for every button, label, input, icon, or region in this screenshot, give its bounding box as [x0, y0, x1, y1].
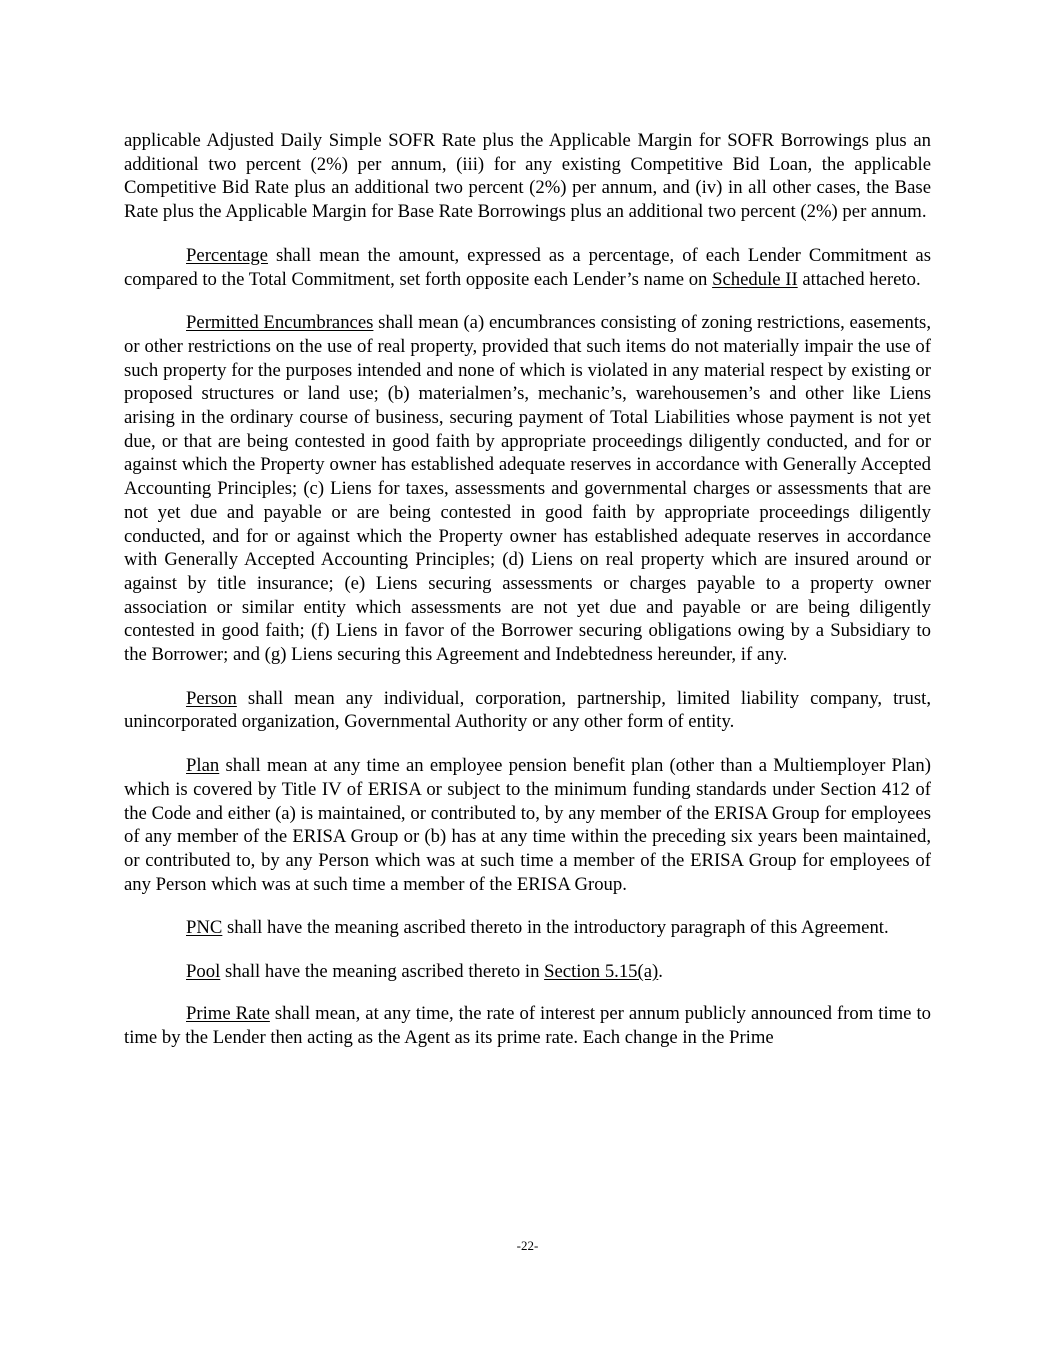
definition-text: shall have the meaning ascribed thereto in the introductory paragraph of this Agreement.: [222, 917, 889, 939]
definition-text: attached hereto.: [797, 268, 921, 290]
definition-text: shall mean the amount, expressed as a percentage, of each Lender Commitment as compared to the Total Commitment, set forth opposite each Lender’s name on: [124, 244, 931, 290]
definition-text: shall have the meaning ascribed thereto in: [220, 961, 545, 983]
definition-person: [124, 687, 931, 734]
defined-term: Plan: [186, 755, 220, 777]
definition-text: shall mean, at any time, the rate of interest per annum publicly announced from time to time by the Lender then acting as the Agent as its prime rate. Each change in the Prime: [124, 1002, 932, 1048]
definition-text: shall mean any individual, corporation, partnership, limited liability company, trust, unincorporated organization, Governmental Authority or any other form of entity.: [124, 687, 931, 733]
definition-prime-rate: [124, 1002, 931, 1049]
definition-permitted-encumbrances: [124, 311, 931, 667]
page-number: -22-: [516, 1238, 539, 1253]
defined-term: Person: [186, 687, 237, 709]
defined-term: PNC: [186, 917, 223, 939]
paragraph-continuation: [124, 129, 931, 224]
definition-pool: [124, 960, 931, 984]
defined-term: Pool: [186, 961, 221, 983]
defined-term: Prime Rate: [186, 1002, 270, 1024]
defined-term: Permitted Encumbrances: [186, 312, 374, 334]
definition-percentage: [124, 244, 931, 291]
document-body: [124, 129, 931, 1069]
definition-text: shall mean (a) encumbrances consisting of zoning restrictions, easements, or other restrictions on the use of real property, provided that such items do not materially impair the use of such property for the purposes intended and none of which is violated in any material respect by existing or proposed structures or land use; (b) materialmen’s, mechanic’s, warehousemen’s and other like Liens arising in the ordinary course of business, securing payment of Total Liabilities whose payment is not yet due, or that are being contested in good faith by appropriate proceedings diligently conducted, and for or against which the Property owner has established adequate reserves in accordance with Generally Accepted Accounting Principles; (c) Liens for taxes, assessments and governmental charges or assessments that are not yet due and payable or are being contested in good faith by appropriate proceedings diligently conducted, and for or against which the Property owner has established adequate reserves in accordance with Generally Accepted Accounting Principles; (d) Liens on real property which are insured around or against by title insurance; (e) Liens securing assessments or charges payable to a property owner association or similar entity which assessments are not yet due and payable or are being diligently contested in good faith; (f) Liens in favor of the Borrower securing obligations owing by a Subsidiary to the Borrower; and (g) Liens securing this Agreement and Indebtedness hereunder, if any.: [124, 312, 931, 666]
cross-reference: Section 5.15(a): [544, 961, 659, 983]
definition-pnc: [124, 916, 931, 940]
paragraph-text: applicable Adjusted Daily Simple SOFR Rate plus the Applicable Margin for SOFR Borrowings plus an additional two percent (2%) per annum, (iii) for any existing Competitive Bid Loan, the applicable Competitive Bid Rate plus an additional two percent (2%) per annum, and (iv) in all other cases, the Base Rate plus the Applicable Margin for Base Rate Borrowings plus an additional two percent (2%) per annum.: [124, 130, 931, 223]
definition-text: shall mean at any time an employee pension benefit plan (other than a Multiemployer Plan) which is covered by Title IV of ERISA or subject to the minimum funding standards under Section 412 of the Code and either (a) is maintained, or contributed to, by any member of the ERISA Group for employees of any member of the ERISA Group or (b) has at any time within the preceding six years been maintained, or contributed to, by any Person which was at such time a member of the ERISA Group for employees of any Person which was at such time a member of the ERISA Group.: [124, 755, 931, 895]
cross-reference: Schedule II: [712, 268, 798, 290]
defined-term: Percentage: [186, 244, 268, 266]
definition-text: .: [658, 961, 663, 983]
definition-plan: [124, 754, 931, 896]
